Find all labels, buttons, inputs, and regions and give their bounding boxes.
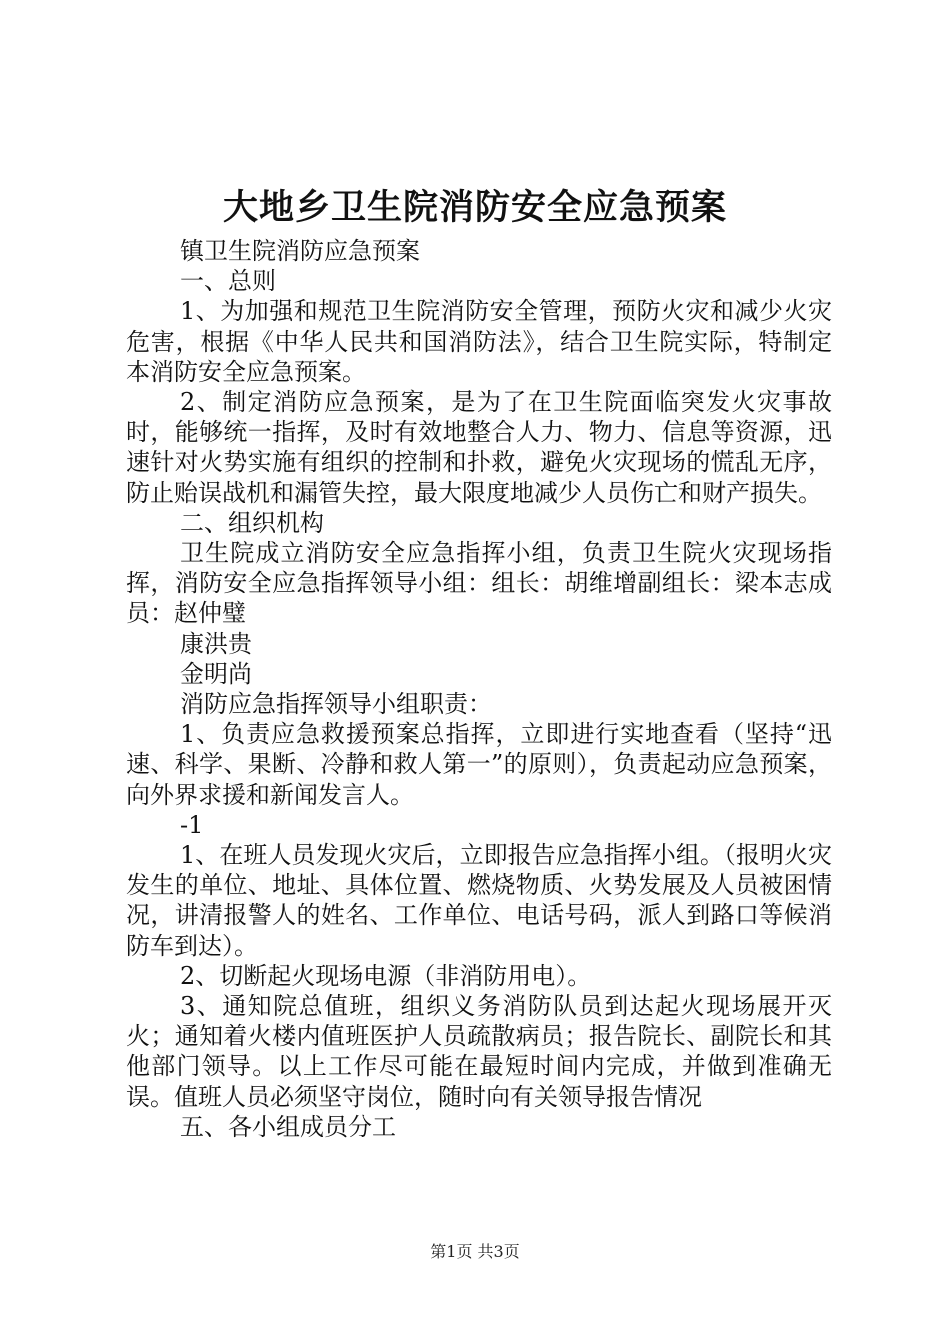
paragraph-organization: 卫生院成立消防安全应急指挥小组，负责卫生院火灾现场指挥，消防安全应急指挥领导小组：组长：胡维增副组长：梁本志成员：赵仲璧	[126, 539, 832, 628]
page-marker: -1	[180, 810, 204, 839]
paragraph-step-1: 1、在班人员发现火灾后，立即报告应急指挥小组。（报明火灾发生的单位、地址、具体位置、燃烧物质、火势发展及人员被困情况，讲清报警人的姓名、工作单位、电话号码，派人到路口等候消防车到达）。	[126, 841, 832, 960]
section-heading-organization: 二、组织机构	[180, 508, 324, 537]
page-footer: 第1页 共3页	[430, 1242, 520, 1261]
document-body	[126, 236, 832, 1142]
paragraph-step-2: 2、切断起火现场电源（非消防用电）。	[180, 961, 592, 990]
paragraph-general-1: 1、为加强和规范卫生院消防安全管理，预防火灾和减少火灾危害，根据《中华人民共和国消防法》，结合卫生院实际，特制定本消防安全应急预案。	[126, 297, 832, 386]
paragraph-duty-1: 1、负责应急救援预案总指挥，立即进行实地查看（坚持“迅速、科学、果断、冷静和救人第一”的原则），负责起动应急预案，向外界求援和新闻发言人。	[126, 720, 832, 809]
paragraph-duties-heading: 消防应急指挥领导小组职责：	[180, 690, 492, 719]
section-heading-assignments: 五、各小组成员分工	[180, 1112, 396, 1141]
section-heading-general: 一、总则	[180, 267, 276, 296]
member-name-1: 康洪贵	[180, 629, 252, 658]
paragraph-subtitle: 镇卫生院消防应急预案	[180, 237, 420, 265]
paragraph-general-2: 2、制定消防应急预案，是为了在卫生院面临突发火灾事故时，能够统一指挥，及时有效地整合人力、物力、信息等资源，迅速针对火势实施有组织的控制和扑救，避免火灾现场的慌乱无序，防止贻误战机和漏管失控，最大限度地减少人员伤亡和财产损失。	[126, 388, 832, 507]
member-name-2: 金明尚	[180, 659, 252, 688]
paragraph-step-3: 3、通知院总值班，组织义务消防队员到达起火现场展开灭火；通知着火楼内值班医护人员疏散病员；报告院长、副院长和其他部门领导。以上工作尽可能在最短时间内完成，并做到准确无误。值班人员必须坚守岗位，随时向有关领导报告情况	[126, 992, 832, 1111]
document-title: 大地乡卫生院消防安全应急预案	[222, 187, 727, 228]
